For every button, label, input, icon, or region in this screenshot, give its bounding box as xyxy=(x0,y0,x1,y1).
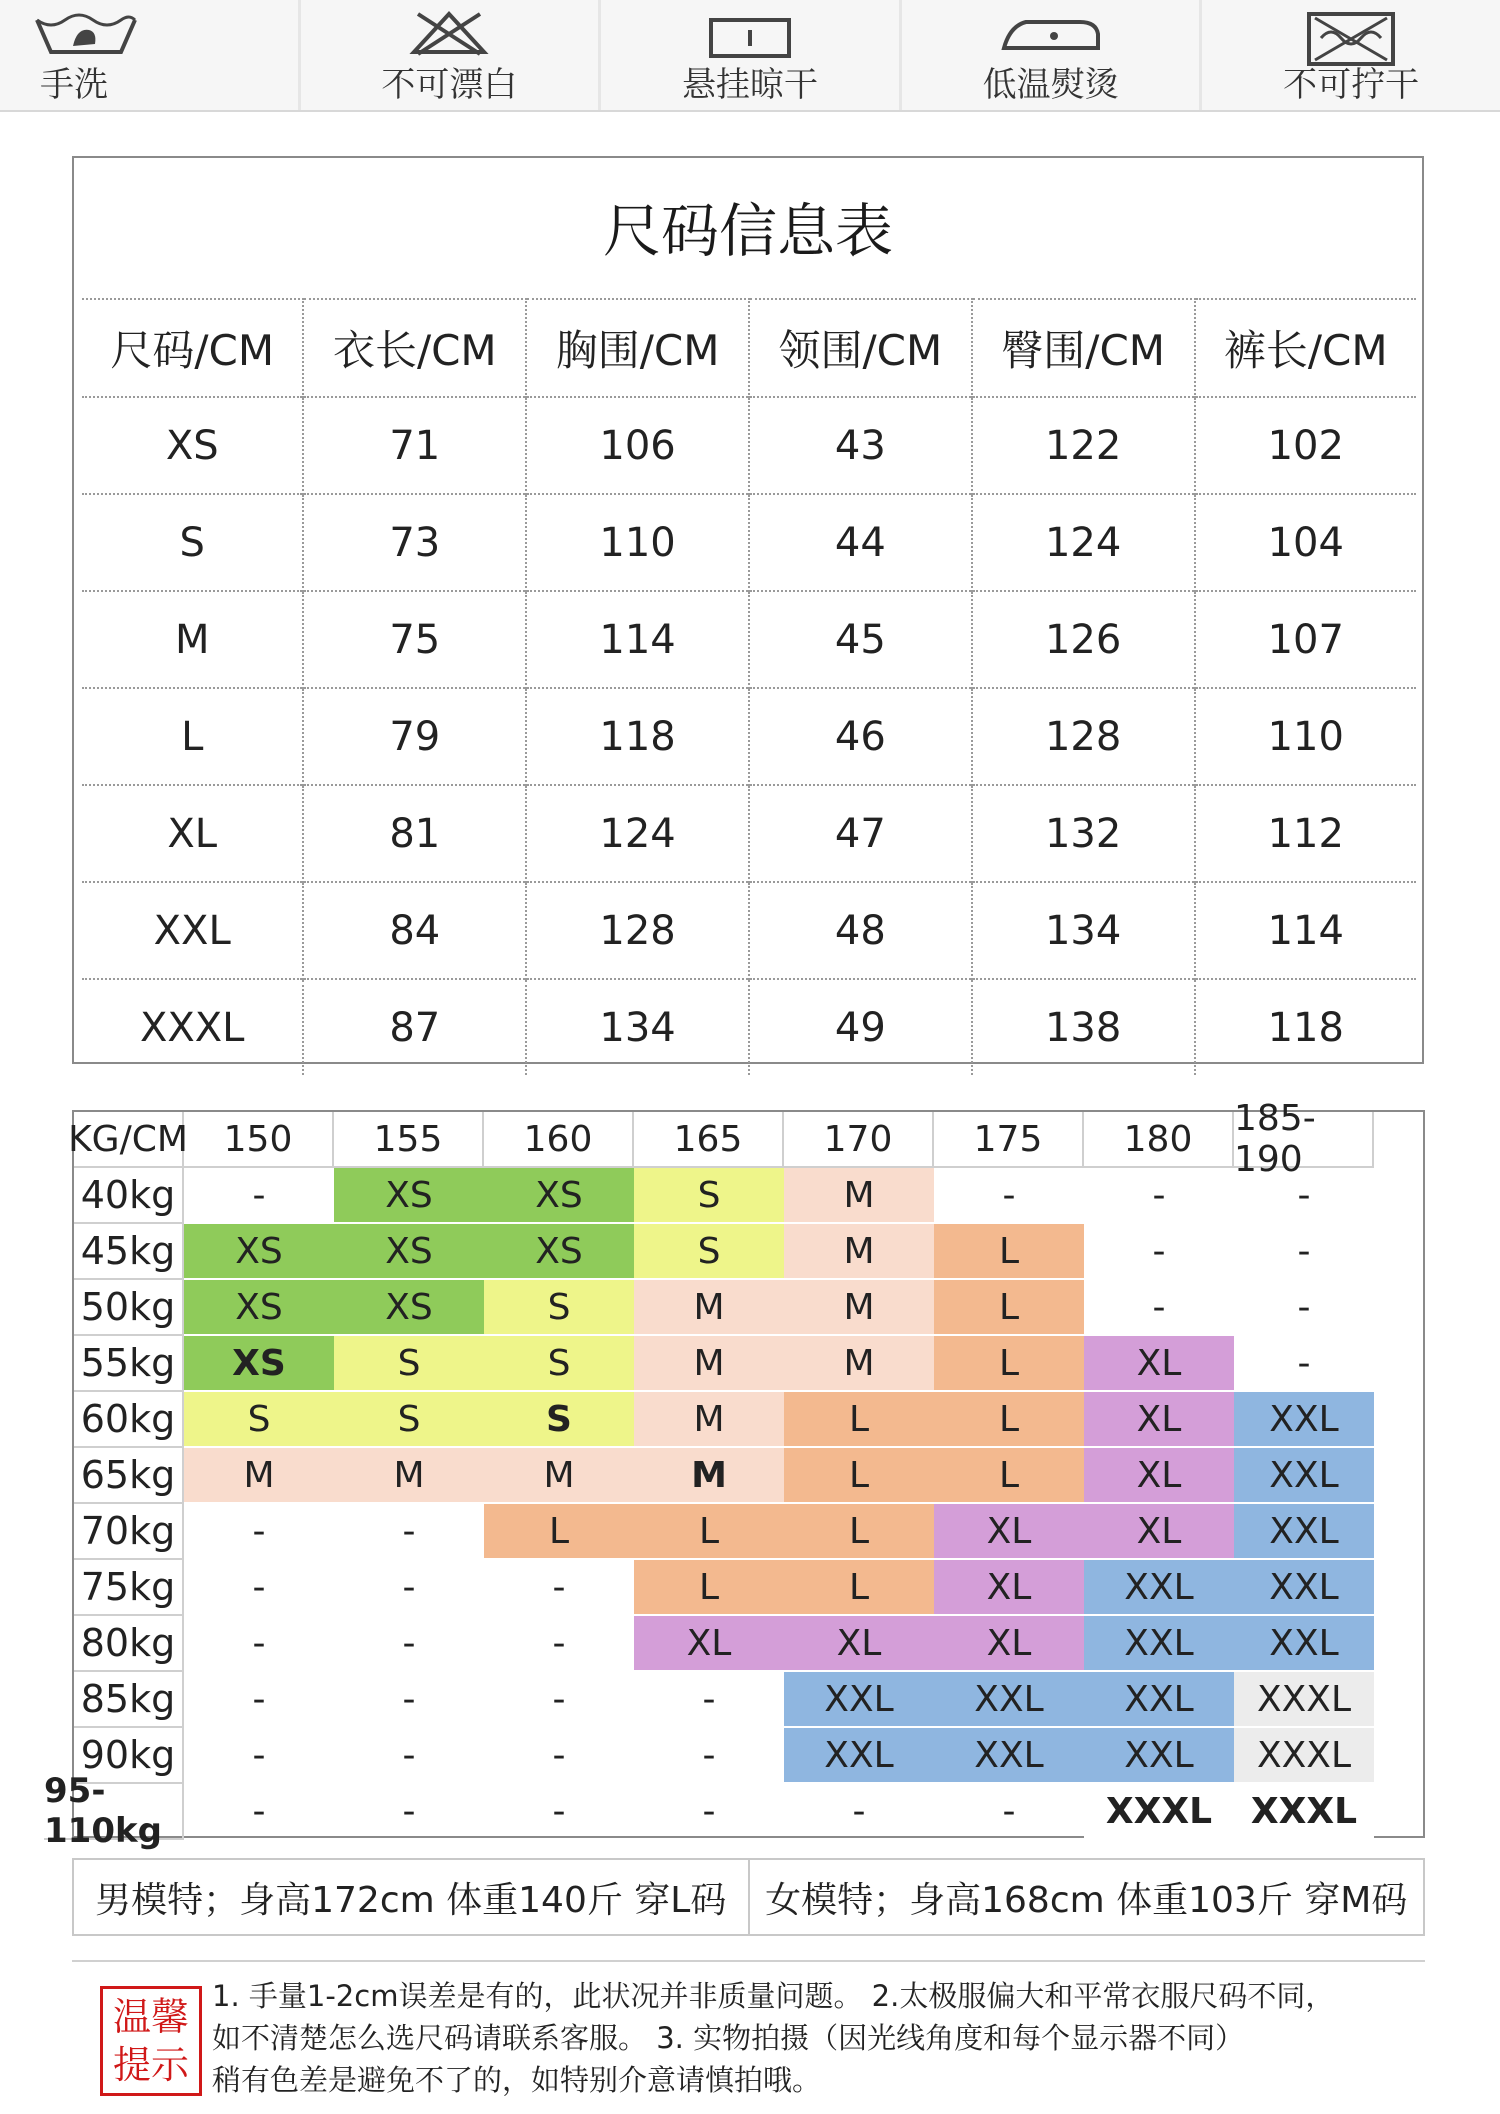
grid-weight-header: 50kg xyxy=(74,1280,184,1336)
grid-size-cell: XXL xyxy=(1084,1560,1234,1616)
grid-size-cell: XL xyxy=(1084,1448,1234,1504)
grid-height-header: 185-190 xyxy=(1234,1112,1374,1168)
size-table-row xyxy=(82,882,1416,979)
size-table-cell: 106 xyxy=(526,397,749,494)
grid-size-cell: XL xyxy=(634,1616,784,1672)
grid-size-cell: - xyxy=(334,1504,484,1560)
size-table-cell: 48 xyxy=(749,882,972,979)
grid-size-cell: XXL xyxy=(1234,1448,1374,1504)
size-table-cell: 128 xyxy=(972,688,1195,785)
grid-weight-header: 85kg xyxy=(74,1672,184,1728)
grid-size-cell: L xyxy=(934,1280,1084,1336)
size-table-cell: XXXL xyxy=(82,979,303,1075)
size-table-cell: 107 xyxy=(1195,591,1416,688)
grid-size-cell: M xyxy=(634,1280,784,1336)
grid-size-cell: - xyxy=(934,1168,1084,1224)
tips-stamp-line-1: 温馨 xyxy=(112,1995,189,2039)
grid-size-cell: L xyxy=(934,1224,1084,1280)
grid-size-cell: XXL xyxy=(1234,1504,1374,1560)
grid-size-cell: XXL xyxy=(784,1672,934,1728)
size-table-row xyxy=(82,397,1416,494)
tip-line-1: 1. 手量1-2cm误差是有的，此状况并非质量问题。 2.太极服偏大和平常衣服尺码不同， xyxy=(212,1979,1335,2013)
grid-weight-header: 95-110kg xyxy=(44,1784,184,1840)
male-model-info: 男模特；身高172cm 体重140斤 穿L码 xyxy=(74,1860,750,1934)
size-table-row xyxy=(82,494,1416,591)
grid-size-cell: L xyxy=(784,1392,934,1448)
size-table-header-row xyxy=(82,299,1416,397)
grid-size-cell: L xyxy=(784,1448,934,1504)
grid-size-cell: M xyxy=(634,1448,784,1504)
grid-size-cell: XS xyxy=(334,1224,484,1280)
grid-weight-header: 55kg xyxy=(74,1336,184,1392)
grid-size-cell: XXL xyxy=(1084,1616,1234,1672)
grid-size-cell: - xyxy=(334,1784,484,1840)
size-table-cell: 132 xyxy=(972,785,1195,882)
tips-stamp xyxy=(100,1986,202,2096)
grid-size-cell: - xyxy=(1084,1168,1234,1224)
size-table-cell: 124 xyxy=(526,785,749,882)
care-instructions-bar xyxy=(0,0,1500,112)
grid-size-cell: XL xyxy=(934,1504,1084,1560)
size-table-cell: 138 xyxy=(972,979,1195,1075)
grid-size-cell: - xyxy=(334,1672,484,1728)
grid-size-cell: - xyxy=(1084,1224,1234,1280)
model-info xyxy=(72,1858,1425,1936)
care-label-hand-wash: 手洗 xyxy=(40,65,108,105)
grid-size-cell: M xyxy=(784,1168,934,1224)
size-table-cell: 43 xyxy=(749,397,972,494)
size-table-row xyxy=(82,979,1416,1075)
size-table-cell: 84 xyxy=(303,882,526,979)
size-table-cell: 134 xyxy=(526,979,749,1075)
grid-size-cell: - xyxy=(484,1728,634,1784)
grid-size-cell: S xyxy=(334,1392,484,1448)
grid-size-cell: M xyxy=(634,1392,784,1448)
grid-size-cell: - xyxy=(184,1672,334,1728)
care-label-no-bleach: 不可漂白 xyxy=(381,65,518,105)
grid-weight-header: 60kg xyxy=(74,1392,184,1448)
grid-size-cell: M xyxy=(784,1280,934,1336)
size-table-header: 衣长/CM xyxy=(303,299,526,397)
care-label-no-wring: 不可拧干 xyxy=(1283,65,1420,105)
grid-weight-header: 75kg xyxy=(74,1560,184,1616)
grid-size-cell: M xyxy=(784,1224,934,1280)
grid-size-cell: XXXL xyxy=(1234,1784,1374,1840)
grid-size-cell: XXL xyxy=(784,1728,934,1784)
size-table-cell: 110 xyxy=(526,494,749,591)
care-hand-wash xyxy=(0,0,301,110)
grid-size-cell: - xyxy=(484,1616,634,1672)
size-table-cell: 45 xyxy=(749,591,972,688)
size-table-cell: 126 xyxy=(972,591,1195,688)
care-label-low-iron: 低温熨烫 xyxy=(982,65,1119,105)
grid-size-cell: M xyxy=(184,1448,334,1504)
size-table-row xyxy=(82,591,1416,688)
grid-size-cell: - xyxy=(334,1728,484,1784)
grid-height-header: 180 xyxy=(1084,1112,1234,1168)
grid-size-cell: XS xyxy=(184,1280,334,1336)
size-table-title: 尺码信息表 xyxy=(602,197,893,265)
grid-size-cell: M xyxy=(634,1336,784,1392)
size-table-cell: L xyxy=(82,688,303,785)
grid-size-cell: - xyxy=(484,1672,634,1728)
grid-size-cell: XXXL xyxy=(1234,1728,1374,1784)
care-no-wring xyxy=(1202,0,1500,110)
grid-size-cell: - xyxy=(1084,1280,1234,1336)
size-table-cell: 79 xyxy=(303,688,526,785)
grid-height-header: 160 xyxy=(484,1112,634,1168)
grid-size-cell: S xyxy=(634,1224,784,1280)
grid-size-cell: - xyxy=(484,1560,634,1616)
size-table-cell: XS xyxy=(82,397,303,494)
tips-section xyxy=(72,1960,1425,2110)
size-table-cell: 75 xyxy=(303,591,526,688)
care-low-iron xyxy=(902,0,1203,110)
size-table-cell: 104 xyxy=(1195,494,1416,591)
size-table-row xyxy=(82,688,1416,785)
size-table-grid xyxy=(82,298,1416,1075)
grid-size-cell: S xyxy=(484,1280,634,1336)
grid-size-cell: S xyxy=(634,1168,784,1224)
size-table-header: 裤长/CM xyxy=(1195,299,1416,397)
grid-size-cell: - xyxy=(184,1504,334,1560)
grid-size-cell: - xyxy=(634,1728,784,1784)
grid-size-cell: L xyxy=(934,1448,1084,1504)
size-table-header: 胸围/CM xyxy=(526,299,749,397)
grid-size-cell: XXXL xyxy=(1084,1784,1234,1840)
size-table-cell: 118 xyxy=(1195,979,1416,1075)
grid-weight-header: 80kg xyxy=(74,1616,184,1672)
grid-size-cell: M xyxy=(784,1336,934,1392)
grid-size-cell: XL xyxy=(1084,1504,1234,1560)
tips-stamp-line-2: 提示 xyxy=(112,2043,189,2087)
size-table-cell: 49 xyxy=(749,979,972,1075)
grid-size-cell: S xyxy=(484,1336,634,1392)
grid-height-header: 155 xyxy=(334,1112,484,1168)
grid-size-cell: L xyxy=(934,1392,1084,1448)
tip-line-3: 稍有色差是避免不了的，如特别介意请慎拍哦。 xyxy=(212,2063,822,2097)
weight-height-grid xyxy=(44,1098,1425,1851)
grid-size-cell: M xyxy=(484,1448,634,1504)
grid-size-cell: - xyxy=(184,1560,334,1616)
size-table-cell: 110 xyxy=(1195,688,1416,785)
grid-size-cell: L xyxy=(934,1336,1084,1392)
grid-size-cell: XXL xyxy=(934,1672,1084,1728)
grid-size-cell: - xyxy=(1234,1336,1374,1392)
grid-size-cell: XL xyxy=(934,1616,1084,1672)
size-table-cell: 128 xyxy=(526,882,749,979)
size-table-cell: XL xyxy=(82,785,303,882)
tip-line-2: 如不清楚怎么选尺码请联系客服。 3. 实物拍摄（因光线角度和每个显示器不同） xyxy=(212,2021,1245,2055)
grid-size-cell: - xyxy=(184,1728,334,1784)
size-table-cell: S xyxy=(82,494,303,591)
size-table-cell: 114 xyxy=(526,591,749,688)
size-table-cell: 114 xyxy=(1195,882,1416,979)
grid-size-cell: L xyxy=(784,1560,934,1616)
grid-size-cell: XL xyxy=(934,1560,1084,1616)
size-table-cell: 81 xyxy=(303,785,526,882)
grid-size-cell: L xyxy=(784,1504,934,1560)
care-label-hang-dry: 悬挂晾干 xyxy=(681,65,818,105)
grid-size-cell: - xyxy=(634,1784,784,1840)
size-table-cell: 46 xyxy=(749,688,972,785)
grid-size-cell: L xyxy=(484,1504,634,1560)
grid-size-cell: XXL xyxy=(1234,1392,1374,1448)
grid-size-cell: XS xyxy=(184,1336,334,1392)
grid-size-cell: XS xyxy=(334,1168,484,1224)
grid-weight-header: 45kg xyxy=(74,1224,184,1280)
grid-size-cell: XS xyxy=(334,1280,484,1336)
size-table-cell: 122 xyxy=(972,397,1195,494)
size-table-header: 臀围/CM xyxy=(972,299,1195,397)
grid-weight-header: 65kg xyxy=(74,1448,184,1504)
size-table-cell: 73 xyxy=(303,494,526,591)
grid-size-cell: XL xyxy=(784,1616,934,1672)
grid-height-header: 165 xyxy=(634,1112,784,1168)
grid-size-cell: XXL xyxy=(1084,1728,1234,1784)
size-table-header: 领围/CM xyxy=(749,299,972,397)
grid-size-cell: XXL xyxy=(934,1728,1084,1784)
grid-size-cell: S xyxy=(184,1392,334,1448)
hang-dry-icon xyxy=(705,8,795,58)
grid-size-cell: - xyxy=(184,1168,334,1224)
size-table-cell: 124 xyxy=(972,494,1195,591)
size-table-cell: 47 xyxy=(749,785,972,882)
grid-size-cell: - xyxy=(1234,1224,1374,1280)
size-table-header: 尺码/CM xyxy=(82,299,303,397)
grid-height-header: 150 xyxy=(184,1112,334,1168)
grid-size-cell: XXL xyxy=(1234,1616,1374,1672)
grid-size-cell: S xyxy=(484,1392,634,1448)
grid-size-cell: XXL xyxy=(1084,1672,1234,1728)
grid-size-cell: - xyxy=(184,1616,334,1672)
grid-size-cell: XS xyxy=(484,1168,634,1224)
grid-size-cell: XL xyxy=(1084,1336,1234,1392)
grid-size-cell: - xyxy=(784,1784,934,1840)
grid-size-cell: M xyxy=(334,1448,484,1504)
grid-size-cell: XS xyxy=(484,1224,634,1280)
size-table-cell: 134 xyxy=(972,882,1195,979)
grid-size-cell: L xyxy=(634,1504,784,1560)
grid-size-cell: - xyxy=(334,1616,484,1672)
grid-size-cell: - xyxy=(1234,1280,1374,1336)
no-bleach-icon xyxy=(404,8,494,58)
grid-size-cell: - xyxy=(934,1784,1084,1840)
grid-size-cell: - xyxy=(334,1560,484,1616)
grid-size-cell: - xyxy=(484,1784,634,1840)
size-table-cell: XXL xyxy=(82,882,303,979)
grid-height-header: 175 xyxy=(934,1112,1084,1168)
care-no-bleach xyxy=(301,0,602,110)
grid-size-cell: L xyxy=(634,1560,784,1616)
low-iron-icon xyxy=(996,8,1106,58)
size-table-cell: 112 xyxy=(1195,785,1416,882)
size-table-cell: M xyxy=(82,591,303,688)
size-table-cell: 102 xyxy=(1195,397,1416,494)
size-table-cell: 118 xyxy=(526,688,749,785)
grid-weight-header: 40kg xyxy=(74,1168,184,1224)
grid-size-cell: XXL xyxy=(1234,1560,1374,1616)
care-hang-dry xyxy=(601,0,902,110)
grid-weight-header: 90kg xyxy=(74,1728,184,1784)
grid-size-cell: - xyxy=(184,1784,334,1840)
grid-corner-label: KG/CM xyxy=(74,1112,184,1168)
grid-size-cell: - xyxy=(1234,1168,1374,1224)
size-info-table xyxy=(72,156,1424,1064)
size-table-cell: 87 xyxy=(303,979,526,1075)
size-table-row xyxy=(82,785,1416,882)
grid-size-cell: S xyxy=(334,1336,484,1392)
grid-size-cell: XS xyxy=(184,1224,334,1280)
grid-size-cell: XXXL xyxy=(1234,1672,1374,1728)
hand-wash-icon xyxy=(31,8,141,64)
size-table-cell: 71 xyxy=(303,397,526,494)
size-table-cell: 44 xyxy=(749,494,972,591)
grid-height-header: 170 xyxy=(784,1112,934,1168)
grid-size-cell: - xyxy=(634,1672,784,1728)
grid-weight-header: 70kg xyxy=(74,1504,184,1560)
female-model-info: 女模特；身高168cm 体重103斤 穿M码 xyxy=(765,1879,1408,1921)
grid-size-cell: XL xyxy=(1084,1392,1234,1448)
